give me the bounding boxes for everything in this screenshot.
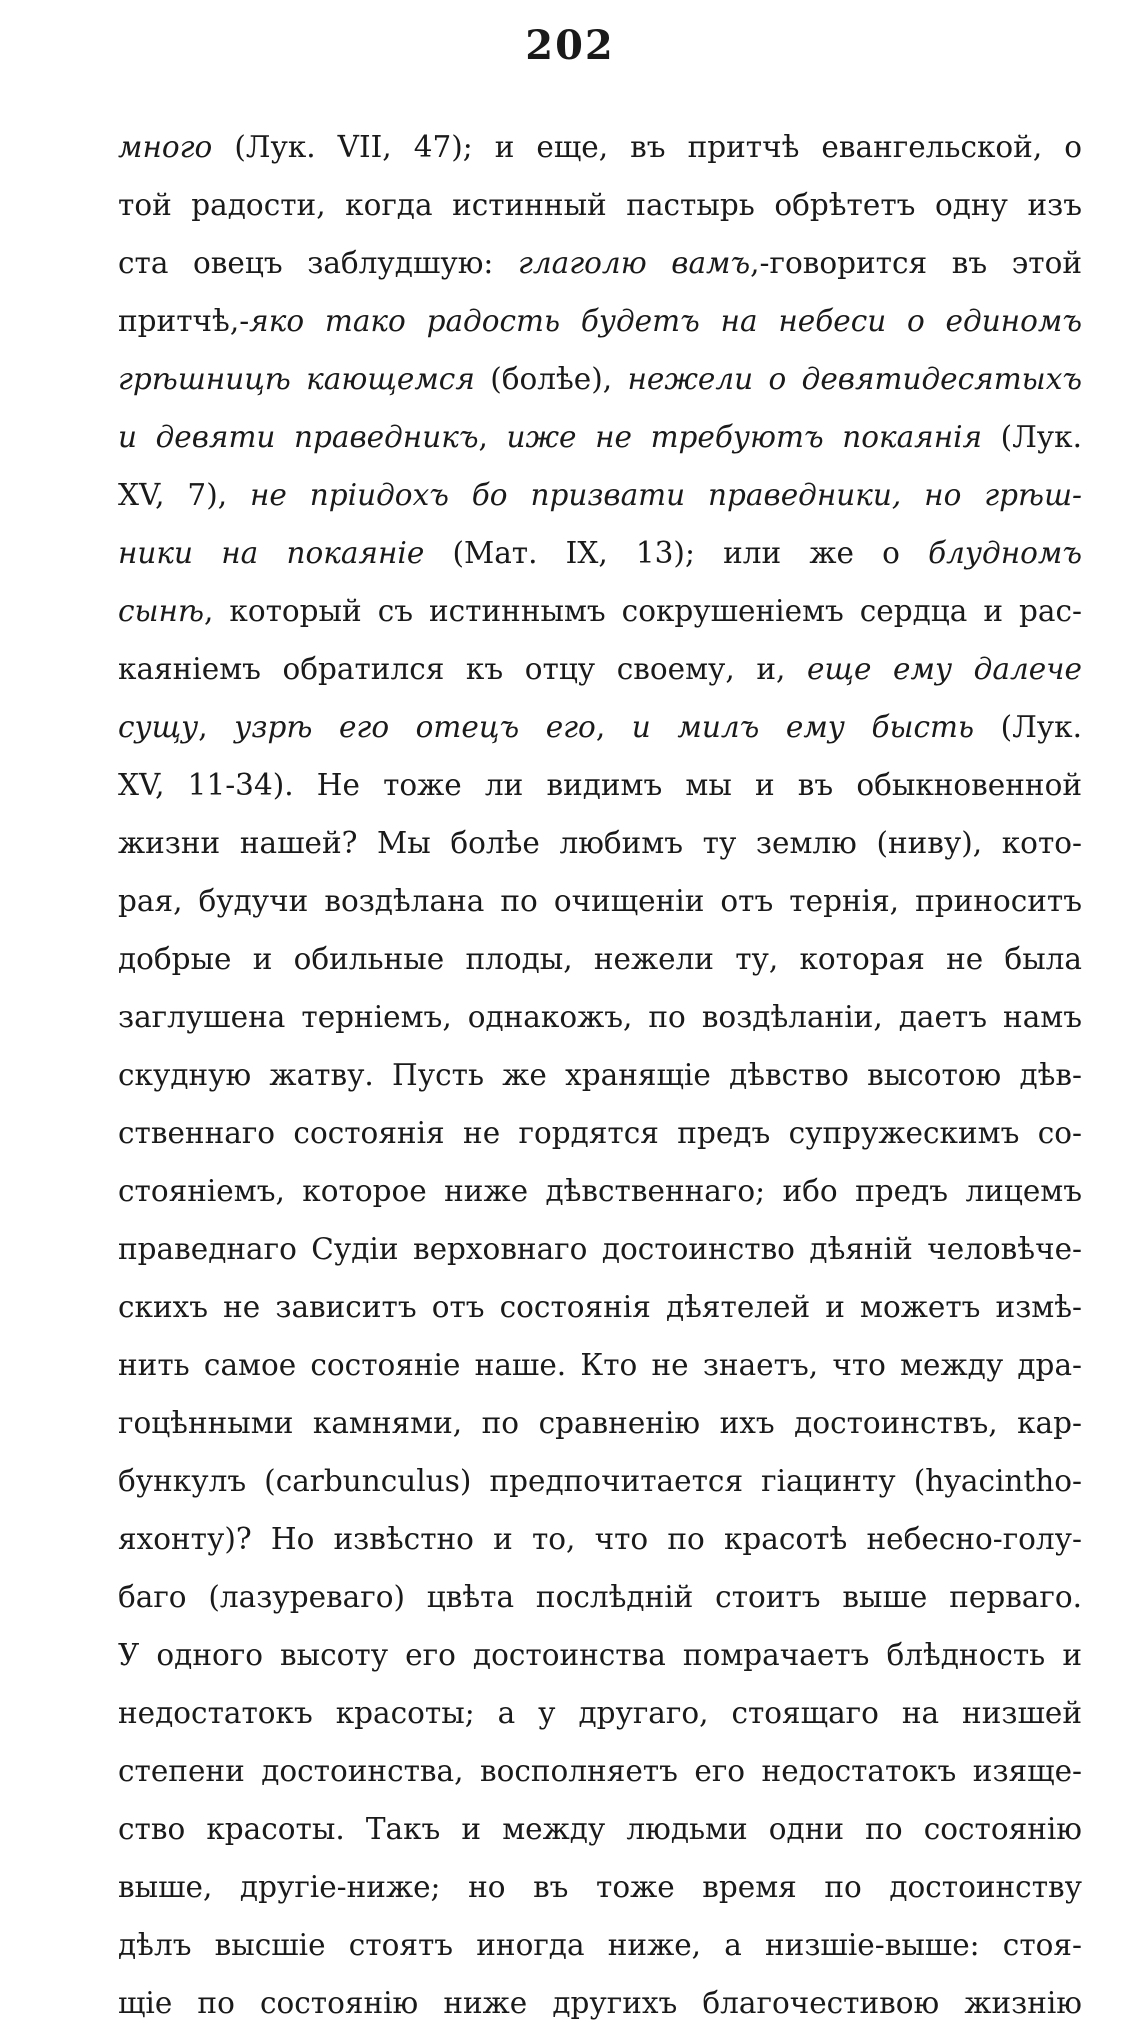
text-line [118, 1394, 1082, 1452]
italic-quotation: грѣшницѣ кающемся [118, 362, 475, 396]
text-segment: (Лук. VII, 47); и еще, въ притчѣ евангельской, о [212, 130, 1082, 164]
text-line [118, 1220, 1082, 1278]
italic-quotation: и милъ ему бысть [631, 710, 975, 744]
text-line [118, 1568, 1082, 1626]
italic-quotation: узрѣ его отецъ его [234, 710, 596, 744]
text-segment: , который съ истиннымъ сокрушеніемъ сердца и рас- [204, 594, 1082, 628]
text-line [118, 930, 1082, 988]
italic-quotation: сущу [118, 710, 199, 744]
text-segment: яхонту)? Но извѣстно и то, что по красотѣ небесно-голу- [118, 1522, 1082, 1556]
text-segment: степени достоинства, восполняетъ его недостатокъ изяще- [118, 1754, 1082, 1788]
text-line [118, 524, 1082, 582]
text-line [118, 1916, 1082, 1974]
text-segment: бункулъ (carbunculus) предпочитается гіацинту (hyacintho- [118, 1464, 1082, 1498]
text-line [118, 988, 1082, 1046]
text-segment: жизни нашей? Мы болѣе любимъ ту землю (ниву), кото- [118, 826, 1082, 860]
text-segment: той радости, когда истинный пастырь обрѣтетъ одну изъ [118, 188, 1082, 222]
text-segment: щіе по состоянію ниже другихъ благочестивою жизнію [118, 1986, 1082, 2020]
text-segment: скихъ не зависитъ отъ состоянія дѣятелей и можетъ измѣ- [118, 1290, 1082, 1324]
text-segment: баго (лазуреваго) цвѣта послѣдній стоитъ выше перваго. [118, 1580, 1082, 1614]
text-line [118, 1452, 1082, 1510]
text-segment: (болѣе), [474, 362, 628, 396]
text-segment: заглушена терніемъ, однакожъ, по воздѣланіи, даетъ намъ [118, 1000, 1082, 1034]
text-line [118, 1626, 1082, 1684]
text-line [118, 1742, 1082, 1800]
text-segment: дѣлъ высшіе стоятъ иногда ниже, а низшіе-выше: стоя- [118, 1928, 1082, 1962]
italic-quotation: ники на покаяніе [118, 536, 425, 570]
italic-quotation: много [118, 130, 213, 164]
text-segment: каяніемъ обратился къ отцу своему, и, [118, 652, 807, 686]
text-line [118, 118, 1082, 176]
text-line [118, 756, 1082, 814]
text-line [118, 582, 1082, 640]
text-segment: выше, другіе-ниже; но въ тоже время по достоинству [118, 1870, 1082, 1904]
text-segment: , [595, 710, 632, 744]
text-line [118, 350, 1082, 408]
text-line [118, 1800, 1082, 1858]
text-segment: рая, будучи воздѣлана по очищеніи отъ тернія, приноситъ [118, 884, 1082, 918]
text-segment: ственнаго состоянія не гордятся предъ супружескимъ со- [118, 1116, 1082, 1150]
text-segment: добрые и обильные плоды, нежели ту, которая не была [118, 942, 1082, 976]
text-segment: недостатокъ красоты; а у другаго, стоящаго на низшей [118, 1696, 1082, 1730]
text-segment: скудную жатву. Пусть же хранящіе дѣвство высотою дѣв- [118, 1058, 1082, 1092]
text-segment: ,-говорится въ этой [750, 246, 1082, 280]
italic-quotation: не пріидохъ бо призвати праведники, но грѣш- [250, 478, 1082, 512]
text-segment: , [478, 420, 507, 454]
text-line [118, 292, 1082, 350]
text-line [118, 466, 1082, 524]
text-segment: праведнаго Судіи верховнаго достоинство дѣяній человѣче- [118, 1232, 1082, 1266]
italic-quotation: иже не требуютъ покаянія [506, 420, 983, 454]
text-line [118, 1278, 1082, 1336]
text-line [118, 234, 1082, 292]
italic-quotation: сынѣ [118, 594, 205, 628]
text-segment: притчѣ,- [118, 304, 250, 338]
text-line [118, 872, 1082, 930]
text-line [118, 176, 1082, 234]
text-segment: (Лук. [982, 420, 1082, 454]
text-line [118, 1046, 1082, 1104]
italic-quotation: нежели о девятидесятыхъ [627, 362, 1082, 396]
text-segment: , [198, 710, 235, 744]
text-line [118, 698, 1082, 756]
italic-quotation: блудномъ [928, 536, 1082, 570]
italic-quotation: глаголю вамъ [517, 246, 751, 280]
text-segment: У одного высоту его достоинства помрачаетъ блѣдность и [118, 1638, 1082, 1672]
text-segment: ста овецъ заблудшую: [118, 246, 518, 280]
text-line [118, 1684, 1082, 1742]
text-segment: нить самое состояніе наше. Кто не знаетъ, что между дра- [118, 1348, 1082, 1382]
text-segment: (Лук. [974, 710, 1082, 744]
text-line [118, 1858, 1082, 1916]
text-line [118, 1336, 1082, 1394]
italic-quotation: еще ему далече [807, 652, 1082, 686]
text-line [118, 640, 1082, 698]
text-segment: (Мат. IX, 13); или же о [424, 536, 929, 570]
italic-quotation: и девяти праведникъ [118, 420, 479, 454]
text-segment: стояніемъ, которое ниже дѣвственнаго; ибо предъ лицемъ [118, 1174, 1082, 1208]
text-line [118, 1104, 1082, 1162]
text-line [118, 1510, 1082, 1568]
text-line [118, 1162, 1082, 1220]
body-text [118, 118, 1082, 2032]
italic-quotation: яко тако радость будетъ на небеси о единомъ [249, 304, 1082, 338]
text-line [118, 1974, 1082, 2032]
page-number: 202 [525, 22, 615, 69]
text-segment: гоцѣнными камнями, по сравненію ихъ достоинствъ, кар- [118, 1406, 1082, 1440]
text-line [118, 814, 1082, 872]
text-segment: XV, 11-34). Не тоже ли видимъ мы и въ обыкновенной [118, 768, 1082, 802]
text-line [118, 408, 1082, 466]
text-segment: ство красоты. Такъ и между людьми одни по состоянію [118, 1812, 1082, 1846]
text-segment: XV, 7), [118, 478, 250, 512]
